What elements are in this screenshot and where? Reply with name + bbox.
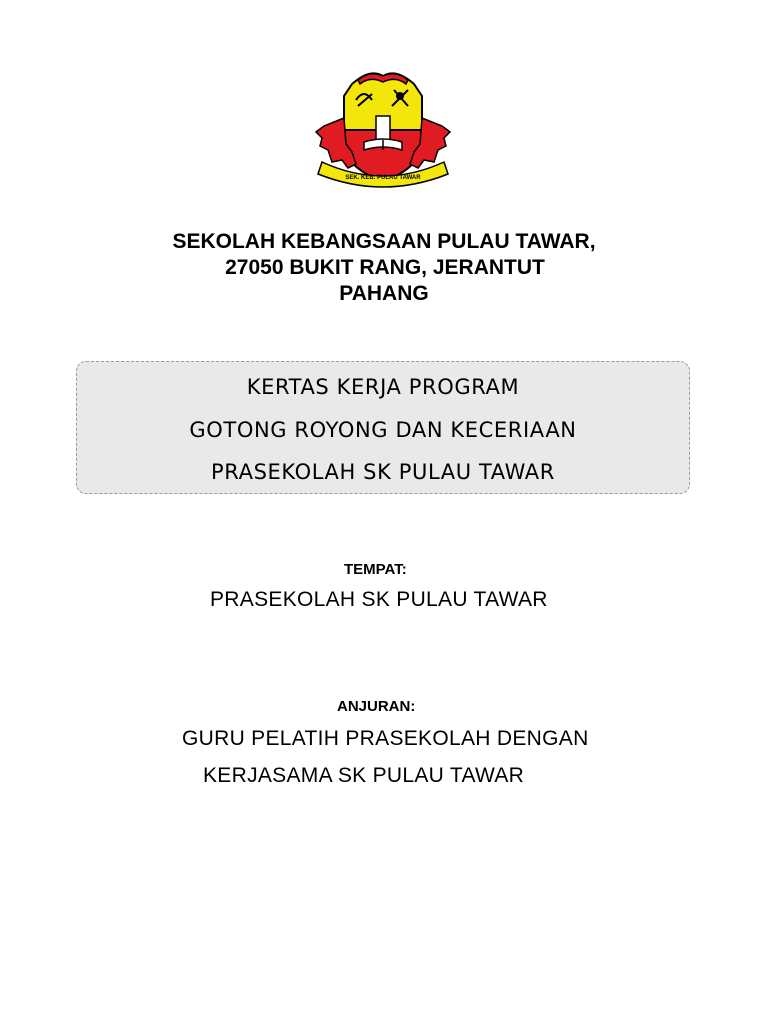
anjuran-value-line-2: KERJASAMA SK PULAU TAWAR bbox=[203, 764, 525, 787]
title-line-1: KERTAS KERJA PROGRAM bbox=[246, 375, 520, 399]
document-title-box bbox=[76, 361, 690, 494]
title-line-2: GOTONG ROYONG DAN KECERIAAN bbox=[189, 418, 577, 442]
school-crest-logo bbox=[312, 66, 454, 196]
anjuran-value-line-1: GURU PELATIH PRASEKOLAH DENGAN bbox=[182, 727, 589, 750]
anjuran-label: ANJURAN: bbox=[337, 698, 416, 715]
school-address: 27050 BUKIT RANG, JERANTUT bbox=[225, 256, 545, 279]
tempat-value: PRASEKOLAH SK PULAU TAWAR bbox=[210, 588, 548, 611]
tempat-label: TEMPAT: bbox=[344, 561, 407, 578]
crest-motto-text: SEK. KEB. PULAU TAWAR bbox=[345, 175, 421, 181]
school-name: SEKOLAH KEBANGSAAN PULAU TAWAR, bbox=[172, 230, 596, 253]
school-address-block bbox=[0, 229, 768, 307]
title-line-3: PRASEKOLAH SK PULAU TAWAR bbox=[211, 460, 555, 484]
school-state: PAHANG bbox=[339, 282, 429, 305]
